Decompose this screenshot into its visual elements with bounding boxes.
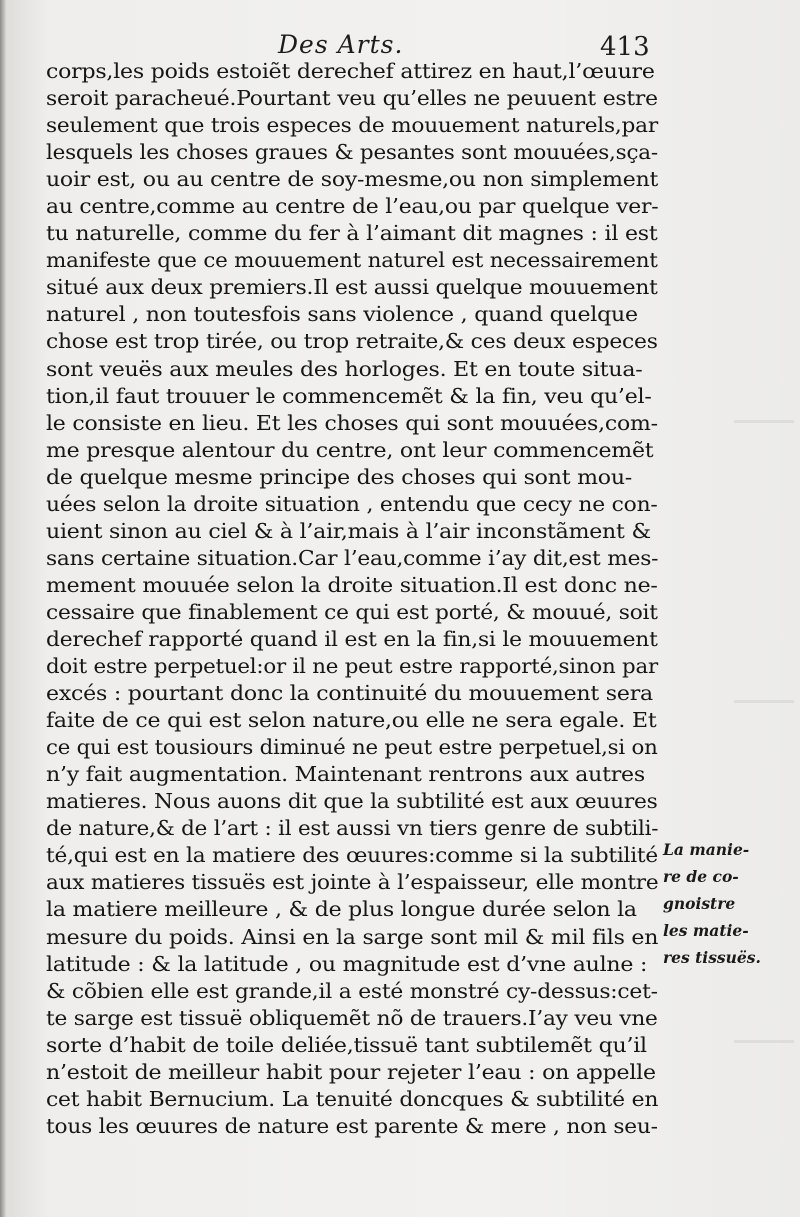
text-line: n’y fait augmentation. Maintenant rentrons aux autres: [46, 762, 645, 787]
text-line: situé aux deux premiers.Il est aussi quelque mouuement: [46, 275, 658, 300]
text-line: corps,les poids estoiẽt derechef attirez en haut,l’œuure: [46, 59, 655, 83]
margin-note-line: La manie-: [663, 840, 750, 859]
text-line: mesure du poids. Ainsi en la sarge sont mil & mil fils en: [46, 924, 659, 949]
text-line: seroit paracheué.Pourtant veu qu’elles ne peuuent estre: [46, 86, 658, 111]
text-line: me presque alentour du centre, ont leur commencemẽt: [46, 437, 654, 462]
text-line: & cõbien elle est grande,il a esté monstré cy-dessus:cet-: [46, 978, 658, 1003]
text-line: mement mouuée selon la droite situation.Il est donc ne-: [46, 572, 658, 597]
text-line: n’estoit de meilleur habit pour rejeter l’eau : on appelle: [46, 1059, 656, 1084]
text-line: sorte d’habit de toile deliée,tissuë tant subtilemẽt qu’il: [46, 1032, 647, 1057]
text-line: matieres. Nous auons dit que la subtilité est aux œuures: [46, 789, 658, 814]
text-line: le consiste en lieu. Et les choses qui sont mouuées,com-: [46, 410, 658, 435]
text-line: de nature,& de l’art : il est aussi vn tiers genre de subtili-: [46, 816, 659, 841]
text-line: doit estre perpetuel:or il ne peut estre rapporté,sinon par: [46, 654, 658, 679]
text-line: chose est trop tirée, ou trop retraite,& ces deux especes: [46, 329, 658, 354]
margin-note-line: re de co-: [663, 867, 739, 886]
text-line: uées selon la droite situation , entendu que cecy ne con-: [46, 491, 658, 516]
text-line: de quelque mesme principe des choses qui sont mou-: [46, 464, 633, 489]
text-line: la matiere meilleure , & de plus longue durée selon la: [46, 897, 637, 922]
text-line: latitude : & la latitude , ou magnitude est d’vne aulne :: [46, 951, 648, 976]
text-line: sans certaine situation.Car l’eau,comme i’ay dit,est mes-: [46, 545, 659, 570]
text-line: lesquels les choses graues & pesantes sont mouuées,sça-: [46, 140, 658, 165]
margin-note-line: res tissuës.: [663, 948, 761, 967]
text-line: ce qui est tousiours diminué ne peut estre perpetuel,si on: [46, 735, 658, 760]
text-line: tu naturelle, comme du fer à l’aimant dit magnes : il est: [46, 221, 658, 246]
show-through-mark: [734, 700, 794, 703]
show-through-mark: [734, 1040, 794, 1043]
text-line: faite de ce qui est selon nature,ou elle ne sera egale. Et: [46, 708, 657, 733]
text-line: au centre,comme au centre de l’eau,ou par quelque ver-: [46, 194, 659, 219]
text-line: te sarge est tissuë obliquemẽt nõ de trauers.I’ay veu vne: [46, 1005, 658, 1030]
page-number: 413: [600, 32, 650, 62]
margin-note-line: les matie-: [663, 921, 749, 940]
text-line: naturel , non toutesfois sans violence , quand quelque: [46, 302, 638, 327]
margin-note-line: gnoistre: [663, 894, 736, 913]
text-line: tion,il faut trouuer le commencemẽt & la fin, veu qu’el-: [46, 383, 652, 408]
text-line: cessaire que finablement ce qui est porté, & mouué, soit: [46, 599, 658, 624]
text-line: uient sinon au ciel & à l’air,mais à l’air inconstãment &: [46, 518, 651, 543]
text-line: seulement que trois especes de mouuement naturels,par: [46, 113, 658, 138]
marginal-note: [663, 836, 793, 971]
text-line: aux matieres tissuës est jointe à l’espaisseur, elle montre: [46, 870, 659, 895]
text-line: cet habit Bernucium. La tenuité doncques & subtilité en: [46, 1086, 659, 1111]
page-gutter-shadow: [0, 0, 6, 1217]
text-line: té,qui est en la matiere des œuures:comme si la subtilité: [46, 843, 659, 868]
show-through-mark: [734, 420, 794, 423]
text-line: derechef rapporté quand il est en la fin,si le mouuement: [46, 626, 658, 651]
text-line: tous les œuures de nature est parente & mere , non seu-: [46, 1113, 658, 1138]
text-line: manifeste que ce mouuement naturel est necessairement: [46, 248, 658, 273]
text-line: uoir est, ou au centre de soy-mesme,ou non simplement: [46, 167, 659, 192]
running-title: Des Arts.: [278, 30, 404, 59]
text-line: sont veuës aux meules des horloges. Et en toute situa-: [46, 356, 643, 381]
main-text-block: [46, 58, 666, 1140]
text-line: excés : pourtant donc la continuité du mouuement sera: [46, 681, 653, 706]
